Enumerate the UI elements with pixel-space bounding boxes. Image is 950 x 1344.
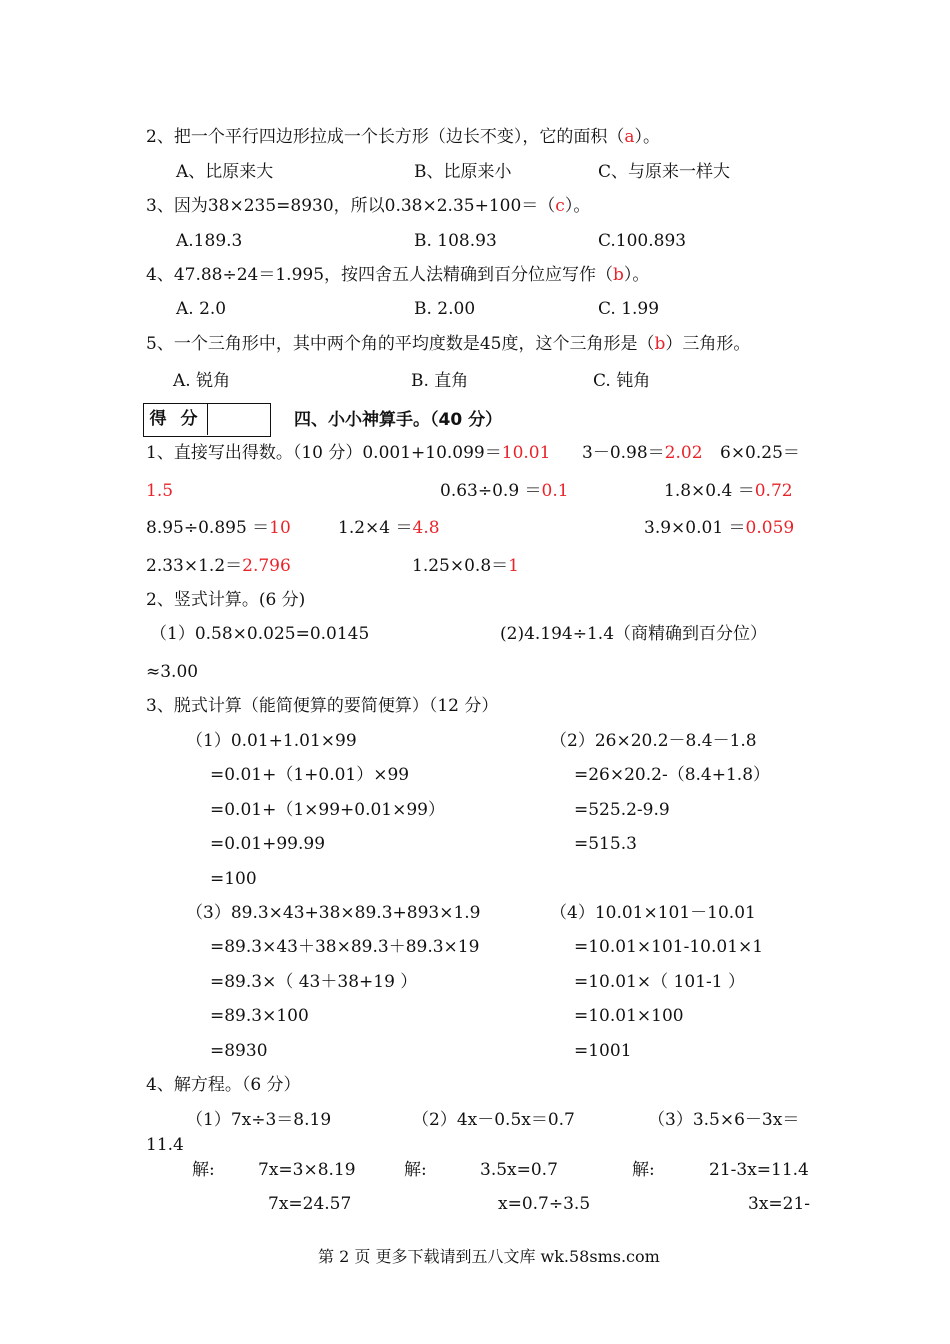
p1-line3-a: 8.95÷0.895 ＝10 — [146, 518, 291, 538]
p3-c4-2: =10.01×（ 101-1 ） — [574, 972, 745, 992]
p3-c1-1: =0.01+（1+0.01）×99 — [210, 765, 410, 785]
p2-title: 2、竖式计算。(6 分) — [146, 590, 306, 610]
q5-option-c: C. 钝角 — [593, 371, 651, 391]
q5-option-a: A. 锐角 — [173, 371, 231, 391]
p4-eq1: （1）7x÷3＝8.19 — [186, 1110, 332, 1130]
p1-line1-c: 6×0.25＝ — [720, 443, 800, 463]
p4-title: 4、解方程。（6 分） — [146, 1075, 301, 1095]
p3-c4-0: （4）10.01×101－10.01 — [550, 903, 756, 923]
p3-c2-2: =525.2-9.9 — [574, 800, 670, 820]
p2-right-cont: ≈3.00 — [146, 662, 199, 682]
p4-s1b: 7x=24.57 — [268, 1194, 352, 1214]
q2-option-b: B、比原来小 — [414, 162, 512, 182]
q4-option-c: C. 1.99 — [598, 299, 660, 319]
q3-option-c: C.100.893 — [598, 231, 687, 251]
p1-line3-c: 3.9×0.01 ＝0.059 — [644, 518, 795, 538]
p3-c3-4: =8930 — [210, 1041, 268, 1061]
q3-answer: c — [555, 196, 565, 216]
p4-sol-label-2: 解: — [404, 1160, 427, 1180]
score-label: 得 分 — [144, 404, 208, 435]
p2-left: （1）0.58×0.025=0.0145 — [150, 624, 370, 644]
p3-c3-3: =89.3×100 — [210, 1006, 309, 1026]
p4-s1a: 7x=3×8.19 — [258, 1160, 356, 1180]
p4-sol-label-3: 解: — [632, 1160, 655, 1180]
p3-c3-0: （3）89.3×43+38×89.3+893×1.9 — [186, 903, 481, 923]
p4-sol-label-1: 解: — [192, 1160, 215, 1180]
p3-c3-2: =89.3×（ 43＋38+19 ） — [210, 972, 418, 992]
q4-stem: 4、47.88÷24＝1.995，按四舍五人法精确到百分位应写作（b）。 — [146, 265, 650, 285]
p3-c1-4: =100 — [210, 869, 257, 889]
p3-c2-0: （2）26×20.2－8.4－1.8 — [550, 731, 757, 751]
p4-s2b: x=0.7÷3.5 — [498, 1194, 591, 1214]
p3-c1-3: =0.01+99.99 — [210, 834, 326, 854]
p1-line2-b: 0.63÷0.9 ＝0.1 — [440, 481, 569, 501]
p3-c4-1: =10.01×101-10.01×1 — [574, 937, 764, 957]
p2-right: (2)4.194÷1.4（商精确到百分位） — [500, 624, 768, 644]
p1-line4-a: 2.33×1.2＝2.796 — [146, 556, 291, 576]
p1-line3-b: 1.2×4 ＝4.8 — [338, 518, 440, 538]
p3-c4-4: =1001 — [574, 1041, 632, 1061]
score-cell — [208, 404, 269, 435]
p4-eq3-cont: 11.4 — [146, 1135, 184, 1155]
q2-option-a: A、比原来大 — [176, 162, 274, 182]
q3-option-b: B. 108.93 — [414, 231, 497, 251]
p1-answer-1-5: 1.5 — [146, 481, 174, 501]
p4-s3a: 21-3x=11.4 — [709, 1160, 809, 1180]
p1-line2-c: 1.8×0.4 ＝0.72 — [664, 481, 793, 501]
p3-c1-2: =0.01+（1×99+0.01×99） — [210, 800, 446, 820]
p4-eq3: （3）3.5×6－3x＝ — [648, 1110, 800, 1130]
p3-title: 3、脱式计算（能简便算的要简便算）（12 分） — [146, 696, 499, 716]
q4-option-a: A. 2.0 — [176, 299, 227, 319]
p1-line1-b: 3－0.98＝2.02 — [582, 443, 703, 463]
p3-c2-1: =26×20.2-（8.4+1.8） — [574, 765, 771, 785]
score-box — [143, 403, 271, 437]
p4-eq2: （2）4x－0.5x＝0.7 — [412, 1110, 575, 1130]
p3-c2-3: =515.3 — [574, 834, 637, 854]
p3-c1-0: （1）0.01+1.01×99 — [186, 731, 357, 751]
p1-line4-b: 1.25×0.8＝1 — [412, 556, 519, 576]
q2-stem: 2、把一个平行四边形拉成一个长方形（边长不变），它的面积（a）。 — [146, 127, 660, 147]
q2-answer: a — [624, 127, 635, 147]
p3-c4-3: =10.01×100 — [574, 1006, 684, 1026]
p3-c3-1: =89.3×43＋38×89.3＋89.3×19 — [210, 937, 480, 957]
q2-option-c: C、与原来一样大 — [598, 162, 731, 182]
q5-stem: 5、一个三角形中，其中两个角的平均度数是45度，这个三角形是（b）三角形。 — [146, 334, 751, 354]
q3-option-a: A.189.3 — [176, 231, 243, 251]
p4-s3b: 3x=21- — [748, 1194, 811, 1214]
section-4-title: 四、小小神算手。（40 分） — [294, 410, 503, 430]
q3-stem: 3、因为38×235=8930，所以0.38×2.35+100＝（c）。 — [146, 196, 591, 216]
p4-s2a: 3.5x=0.7 — [480, 1160, 558, 1180]
page-footer: 第 2 页 更多下载请到五八文库 wk.58sms.com — [318, 1247, 660, 1266]
q4-answer: b — [613, 265, 624, 285]
q5-answer: b — [654, 334, 666, 354]
q5-option-b: B. 直角 — [411, 371, 469, 391]
p1-line1-a: 1、直接写出得数。（10 分）0.001+10.099＝10.01 — [146, 443, 551, 463]
q4-option-b: B. 2.00 — [414, 299, 476, 319]
